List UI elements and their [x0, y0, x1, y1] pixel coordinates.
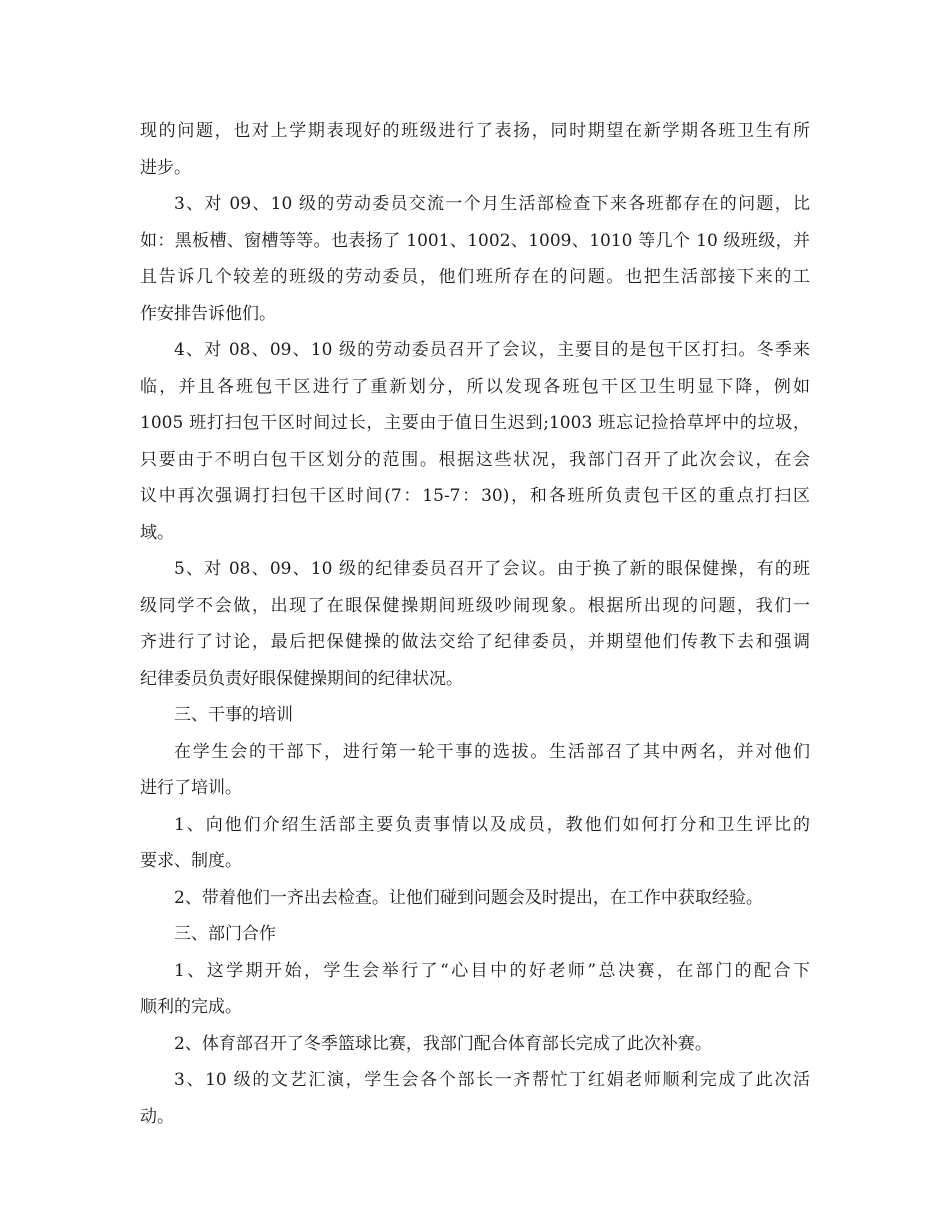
paragraph	[140, 1062, 810, 1135]
paragraph	[140, 332, 810, 551]
text-line: 议中再次强调打扫包干区时间(7：15-7：30)，和各班所负责包干区的重点打扫区	[140, 486, 810, 506]
paragraph	[140, 551, 810, 697]
paragraph	[140, 807, 810, 880]
paragraph	[140, 1026, 810, 1063]
paragraph	[140, 186, 810, 332]
text-line: 纪律委员负责好眼保健操期间的纪律状况。	[140, 668, 463, 689]
paragraph	[140, 953, 810, 1026]
text-line: 如：黑板槽、窗槽等等。也表扬了 1001、1002、1009、1010 等几个 10 级班级，并	[140, 230, 810, 251]
text-line: 顺利的完成。	[140, 997, 242, 1017]
text-line: 动。	[140, 1106, 174, 1127]
text-line: 在学生会的干部下，进行第一轮干事的选拔。生活部召了其中两名，并对他们	[174, 741, 810, 762]
paragraph	[140, 734, 810, 807]
text-line: 5、对 08、09、10 级的纪律委员召开了会议。由于换了新的眼保健操，有的班	[174, 559, 810, 579]
text-line: 级同学不会做，出现了在眼保健操期间班级吵闹现象。根据所出现的问题，我们一	[140, 595, 810, 616]
paragraph	[140, 113, 810, 186]
text-line: 齐进行了讨论，最后把保健操的做法交给了纪律委员，并期望他们传教下去和强调	[140, 632, 810, 652]
text-line: 1、向他们介绍生活部主要负责事情以及成员，教他们如何打分和卫生评比的	[174, 814, 810, 835]
text-line: 三、干事的培训	[174, 705, 293, 725]
text-line: 2、体育部召开了冬季篮球比赛，我部门配合体育部长完成了此次补赛。	[174, 1033, 712, 1054]
text-line: 现的问题，也对上学期表现好的班级进行了表扬，同时期望在新学期各班卫生有所	[140, 121, 810, 141]
text-line: 且告诉几个较差的班级的劳动委员，他们班所存在的问题。也把生活部接下来的工	[140, 267, 810, 287]
text-line: 只要由于不明白包干区划分的范围。根据这些状况，我部门召开了此次会议，在会	[140, 449, 810, 470]
text-line: 3、对 09、10 级的劳动委员交流一个月生活部检查下来各班都存在的问题，比	[174, 194, 810, 214]
text-line: 域。	[140, 522, 174, 543]
text-line: 要求、制度。	[140, 851, 242, 871]
paragraph	[140, 880, 810, 917]
text-line: 4、对 08、09、10 级的劳动委员召开了会议，主要目的是包干区打扫。冬季来	[174, 340, 810, 360]
text-line: 2、带着他们一齐出去检查。让他们碰到问题会及时提出，在工作中获取经验。	[174, 887, 763, 908]
text-line: 三、部门合作	[174, 924, 276, 944]
text-line: 1005 班打扫包干区时间过长，主要由于值日生迟到;1003 班忘记捡拾草坪中的垃圾，	[140, 413, 810, 433]
text-line: 3、10 级的文艺汇演，学生会各个部长一齐帮忙丁红娟老师顺利完成了此次活	[174, 1070, 810, 1090]
paragraph	[140, 916, 810, 953]
text-line: 作安排告诉他们。	[140, 303, 276, 324]
text-line: 临，并且各班包干区进行了重新划分，所以发现各班包干区卫生明显下降，例如	[140, 376, 810, 397]
paragraph	[140, 697, 810, 734]
document-body	[140, 113, 810, 1135]
text-line: 进行了培训。	[140, 778, 242, 798]
text-line: 1、这学期开始，学生会举行了“心目中的好老师”总决赛，在部门的配合下	[174, 960, 810, 981]
text-line: 进步。	[140, 157, 191, 178]
